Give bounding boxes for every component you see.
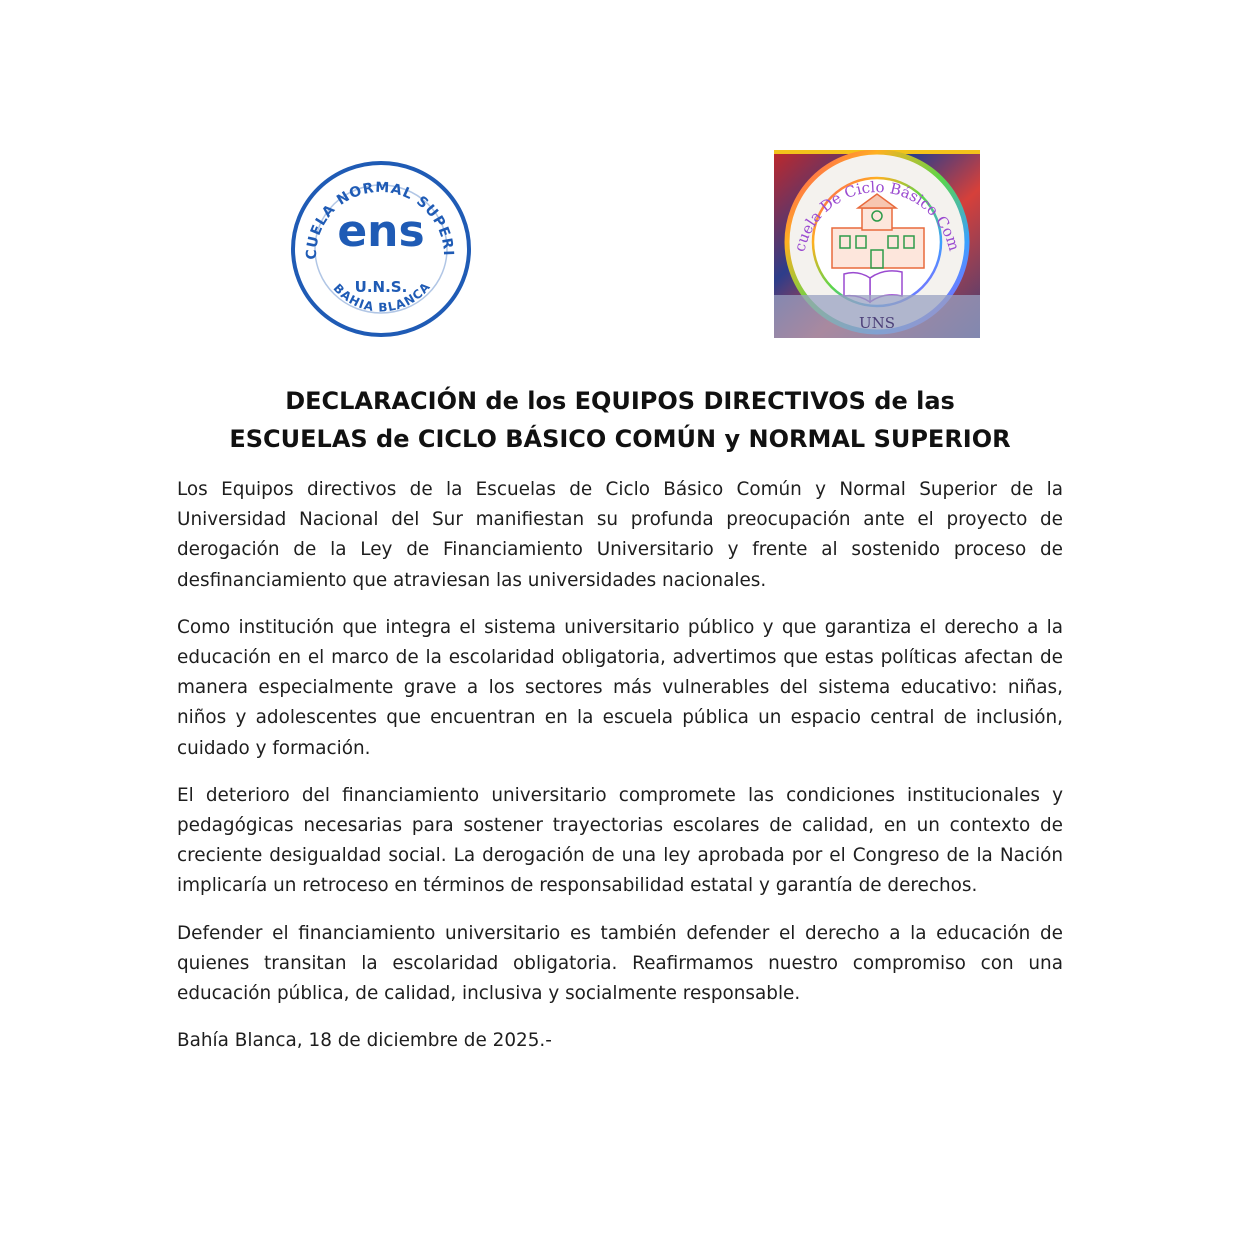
paragraph: Defender el financiamiento universitario es también defender el derecho a la educación de quienes transitan la escolaridad obligatoria. Reafirmamos nuestro compromiso con una educación pública, de calidad, inclusiva y socialmente responsable. [177, 922, 1063, 1005]
paragraph: Como institución que integra el sistema universitario público y que garantiza el derecho a la educación en el marco de la escolaridad obligatoria, advertimos que estas políticas afectan de manera especialmente grave a los sectores más vulnerables del sistema educativo: niñas, niños y adolescentes que encuentran en la escuela pública un espacio central de inclusión, cuidado y formación. [177, 616, 1063, 759]
ens-city-text: BAHIA BLANCA [330, 279, 434, 315]
ens-logo [290, 160, 472, 338]
ens-seal-icon [290, 160, 472, 338]
ens-uns-text: U.N.S. [354, 278, 408, 296]
cbc-ring-text: cuela De Ciclo Básico Com [790, 178, 964, 254]
declaration-title [120, 382, 1120, 458]
place-and-date: Bahía Blanca, 18 de diciembre de 2025.- [177, 1030, 552, 1052]
title-line-2: ESCUELAS de CICLO BÁSICO COMÚN y NORMAL SUPERIOR [229, 425, 1011, 453]
cbc-footer-text: UNS [858, 314, 896, 332]
ens-ring-text: CUELA NORMAL SUPERI [303, 179, 457, 260]
title-line-1: DECLARACIÓN de los EQUIPOS DIRECTIVOS de las [285, 387, 955, 415]
declaration-body [177, 475, 1063, 1073]
paragraph: Los Equipos directivos de la Escuelas de Ciclo Básico Común y Normal Superior de la Universidad Nacional del Sur manifiestan su profunda preocupación ante el proyecto de derogación de la Ley de Financiamiento Universitario y frente al sostenido proceso de desfinanciamiento que atraviesan las universidades nacionales. [177, 479, 1063, 591]
cbc-seal-icon [774, 150, 980, 338]
paragraph: El deterioro del financiamiento universitario compromete las condiciones institucionales y pedagógicas necesarias para sostener trayectorias escolares de calidad, en un contexto de creciente desigualdad social. La derogación de una ley aprobada por el Congreso de la Nación implicaría un retroceso en términos de responsabilidad estatal y garantía de derechos. [177, 784, 1063, 897]
ens-mark: ens [337, 206, 425, 257]
cbc-logo [774, 150, 980, 338]
